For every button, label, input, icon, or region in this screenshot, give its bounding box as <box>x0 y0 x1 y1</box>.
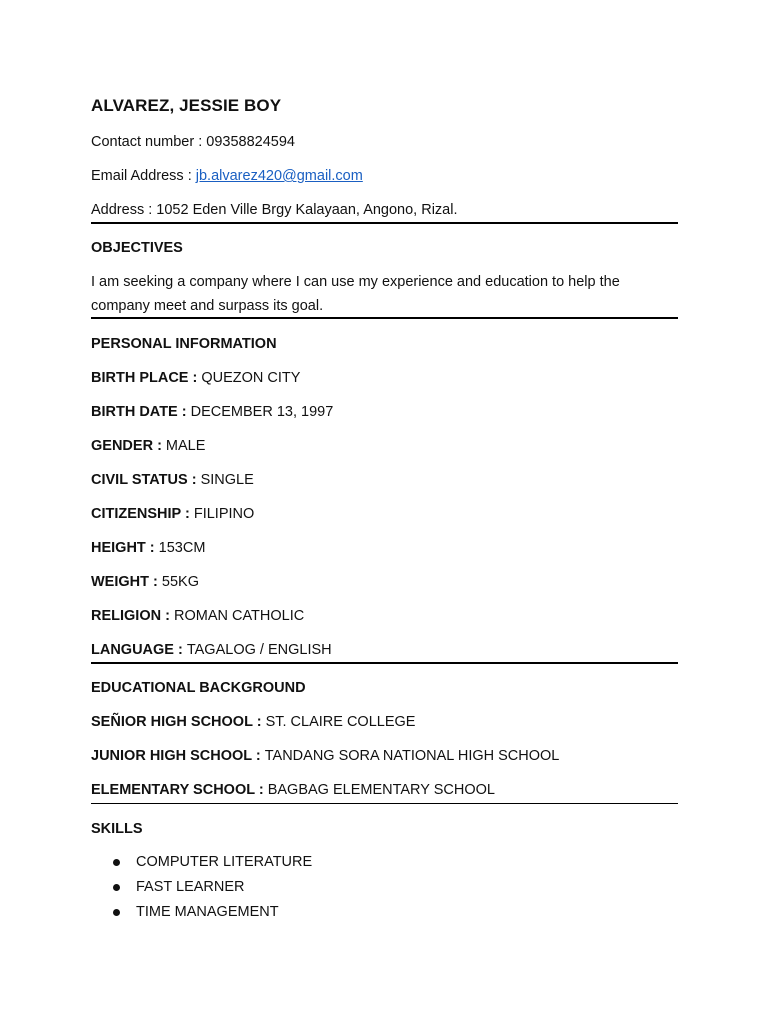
senior-high-value: ST. CLAIRE COLLEGE <box>265 714 416 730</box>
divider-objectives <box>91 317 678 319</box>
list-item <box>91 900 312 925</box>
junior-high-label: JUNIOR HIGH SCHOOL : <box>91 748 265 764</box>
birth-place-value: QUEZON CITY <box>201 370 301 386</box>
language-line <box>91 638 332 662</box>
contact-number-line <box>91 130 295 154</box>
birth-date-value: DECEMBER 13, 1997 <box>190 404 334 420</box>
email-link[interactable]: jb.alvarez420@gmail.com <box>195 168 363 184</box>
personal-info-heading: PERSONAL INFORMATION <box>91 336 277 352</box>
applicant-name: ALVAREZ, JESSIE BOY <box>91 96 282 115</box>
citizenship-label: CITIZENSHIP : <box>91 506 194 522</box>
senior-high-label: SEÑIOR HIGH SCHOOL : <box>91 714 266 730</box>
email-label: Email Address : <box>91 168 196 184</box>
religion-label: RELIGION : <box>91 608 174 624</box>
junior-high-line <box>91 744 559 768</box>
civil-status-value: SINGLE <box>200 472 254 488</box>
education-heading: EDUCATIONAL BACKGROUND <box>91 680 306 696</box>
weight-value: 55KG <box>161 574 199 590</box>
divider-personal-info <box>91 662 678 664</box>
senior-high-line <box>91 710 415 734</box>
skills-heading: SKILLS <box>91 821 143 837</box>
civil-status-label: CIVIL STATUS : <box>91 472 201 488</box>
list-item <box>91 850 312 875</box>
gender-line <box>91 434 205 458</box>
birth-date-line <box>91 400 333 424</box>
weight-label: WEIGHT : <box>91 574 162 590</box>
weight-line <box>91 570 199 594</box>
divider-contact <box>91 222 678 224</box>
elementary-line <box>91 778 495 802</box>
skill-text: FAST LEARNER <box>136 879 245 895</box>
height-label: HEIGHT : <box>91 540 159 556</box>
list-item <box>91 875 312 900</box>
birth-place-line <box>91 366 300 390</box>
email-line <box>91 164 363 188</box>
citizenship-line <box>91 502 254 526</box>
gender-value: MALE <box>165 438 206 454</box>
language-value: TAGALOG / ENGLISH <box>186 642 332 658</box>
language-label: LANGUAGE : <box>91 642 187 658</box>
skills-list <box>91 850 312 925</box>
bullet-icon <box>113 909 120 916</box>
bullet-icon <box>113 884 120 891</box>
contact-number-label: Contact number : <box>91 134 207 150</box>
civil-status-line <box>91 468 254 492</box>
birth-place-label: BIRTH PLACE : <box>91 370 202 386</box>
divider-education <box>91 803 678 804</box>
elementary-label: ELEMENTARY SCHOOL : <box>91 782 268 798</box>
religion-line <box>91 604 304 628</box>
address-label: Address : <box>91 202 157 218</box>
junior-high-value: TANDANG SORA NATIONAL HIGH SCHOOL <box>264 748 560 764</box>
elementary-value: BAGBAG ELEMENTARY SCHOOL <box>267 782 495 798</box>
religion-value: ROMAN CATHOLIC <box>173 608 305 624</box>
birth-date-label: BIRTH DATE : <box>91 404 191 420</box>
objectives-heading: OBJECTIVES <box>91 240 183 256</box>
bullet-icon <box>113 859 120 866</box>
citizenship-value: FILIPINO <box>193 506 255 522</box>
skill-text: COMPUTER LITERATURE <box>136 854 313 870</box>
height-value: 153CM <box>158 540 206 556</box>
skill-text: TIME MANAGEMENT <box>136 904 279 920</box>
address-value: 1052 Eden Ville Brgy Kalayaan, Angono, Rizal. <box>156 202 458 218</box>
address-line <box>91 198 458 222</box>
contact-number-value: 09358824594 <box>206 134 295 150</box>
gender-label: GENDER : <box>91 438 166 454</box>
height-line <box>91 536 205 560</box>
objectives-text: I am seeking a company where I can use my experience and education to help the company meet and surpass its goal. <box>91 274 620 314</box>
